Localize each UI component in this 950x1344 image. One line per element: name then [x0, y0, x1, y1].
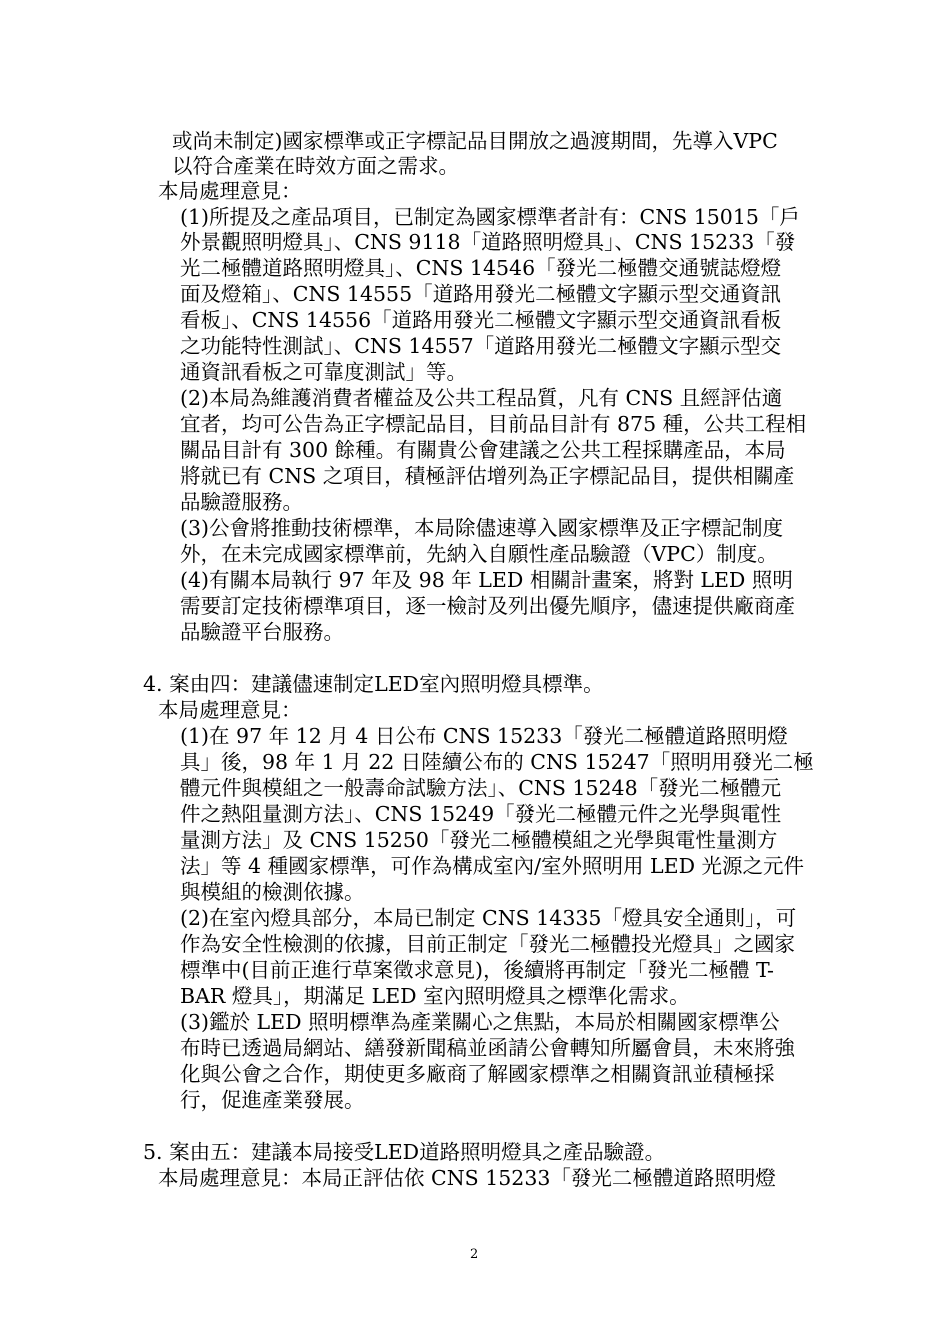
text-line: (3)公會將推動技術標準，本局除儘速導入國家標準及正字標記制度: [180, 516, 784, 540]
text-line: 將就已有 CNS 之項目，積極評估增列為正字標記品目，提供相關產: [180, 464, 795, 488]
page-number: 2: [470, 1247, 479, 1262]
text-line: 光二極體道路照明燈具」、CNS 14546「發光二極體交通號誌燈燈: [180, 256, 782, 280]
text-line: 化與公會之合作，期使更多廠商了解國家標準之相關資訊並積極採: [180, 1062, 775, 1086]
text-line: 作為安全性檢測的依據，目前正制定「發光二極體投光燈具」之國家: [180, 932, 795, 956]
text-line: (3)鑑於 LED 照明標準為產業關心之焦點，本局於相關國家標準公: [180, 1010, 780, 1034]
text-line: 需要訂定技術標準項目，逐一檢討及列出優先順序，儘速提供廠商產: [180, 594, 795, 618]
text-line: (1)所提及之產品項目，已制定為國家標準者計有：CNS 15015「戶: [180, 205, 800, 229]
text-line: 面及燈箱」、CNS 14555「道路用發光二極體文字顯示型交通資訊: [180, 282, 782, 306]
text-line: 量測方法」及 CNS 15250「發光二極體模組之光學與電性量測方: [180, 828, 778, 852]
opinion-label: 本局處理意見：: [158, 179, 302, 203]
text-line: (1)在 97 年 12 月 4 日公布 CNS 15233「發光二極體道路照明燈: [180, 724, 788, 748]
case-heading: 4. 案由四：建議儘速制定LED室內照明燈具標準。: [143, 672, 604, 696]
text-line: 之功能特性測試」、CNS 14557「道路用發光二極體文字顯示型交: [180, 334, 782, 358]
text-line: 外，在未完成國家標準前，先納入自願性產品驗證（VPC）制度。: [180, 542, 778, 566]
text-line: 布時已透過局網站、繕發新聞稿並函請公會轉知所屬會員，未來將強: [180, 1036, 795, 1060]
text-line: 本局處理意見：本局正評估依 CNS 15233「發光二極體道路照明燈: [158, 1166, 776, 1190]
text-line: (4)有關本局執行 97 年及 98 年 LED 相關計畫案，將對 LED 照明: [180, 568, 793, 592]
text-line: 宜者，均可公告為正字標記品目，目前品目計有 875 種，公共工程相: [180, 412, 807, 436]
text-line: (2)本局為維護消費者權益及公共工程品質，凡有 CNS 且經評估適: [180, 386, 783, 410]
text-line: 看板」、CNS 14556「道路用發光二極體文字顯示型交通資訊看板: [180, 308, 782, 332]
text-line: 或尚未制定)國家標準或正字標記品目開放之過渡期間，先導入VPC: [172, 129, 778, 153]
text-line: 體元件與模組之一般壽命試驗方法」、CNS 15248「發光二極體元: [180, 776, 782, 800]
text-line: 通資訊看板之可靠度測試」等。: [180, 360, 467, 384]
text-line: 法」等 4 種國家標準，可作為構成室內/室外照明用 LED 光源之元件: [180, 854, 805, 878]
text-line: 品驗證服務。: [180, 490, 303, 514]
text-line: 關品目計有 300 餘種。有關貴公會建議之公共工程採購產品，本局: [180, 438, 786, 462]
text-line: 品驗證平台服務。: [180, 620, 344, 644]
text-line: 件之熱阻量測方法」、CNS 15249「發光二極體元件之光學與電性: [180, 802, 782, 826]
text-line: (2)在室內燈具部分，本局已制定 CNS 14335「燈具安全通則」，可: [180, 906, 797, 930]
case-heading: 5. 案由五：建議本局接受LED道路照明燈具之產品驗證。: [143, 1140, 666, 1164]
text-line: 具」後，98 年 1 月 22 日陸續公布的 CNS 15247「照明用發光二極: [180, 750, 814, 774]
text-line: 與模組的檢測依據。: [180, 880, 365, 904]
text-line: 行，促進產業發展。: [180, 1088, 365, 1112]
text-line: 標準中(目前正進行草案徵求意見)，後續將再制定「發光二極體 T-: [180, 958, 774, 982]
opinion-label: 本局處理意見：: [158, 698, 302, 722]
text-line: 以符合產業在時效方面之需求。: [172, 154, 459, 178]
text-line: BAR 燈具」，期滿足 LED 室內照明燈具之標準化需求。: [180, 984, 690, 1008]
text-line: 外景觀照明燈具」、CNS 9118「道路照明燈具」、CNS 15233「發: [180, 230, 796, 254]
